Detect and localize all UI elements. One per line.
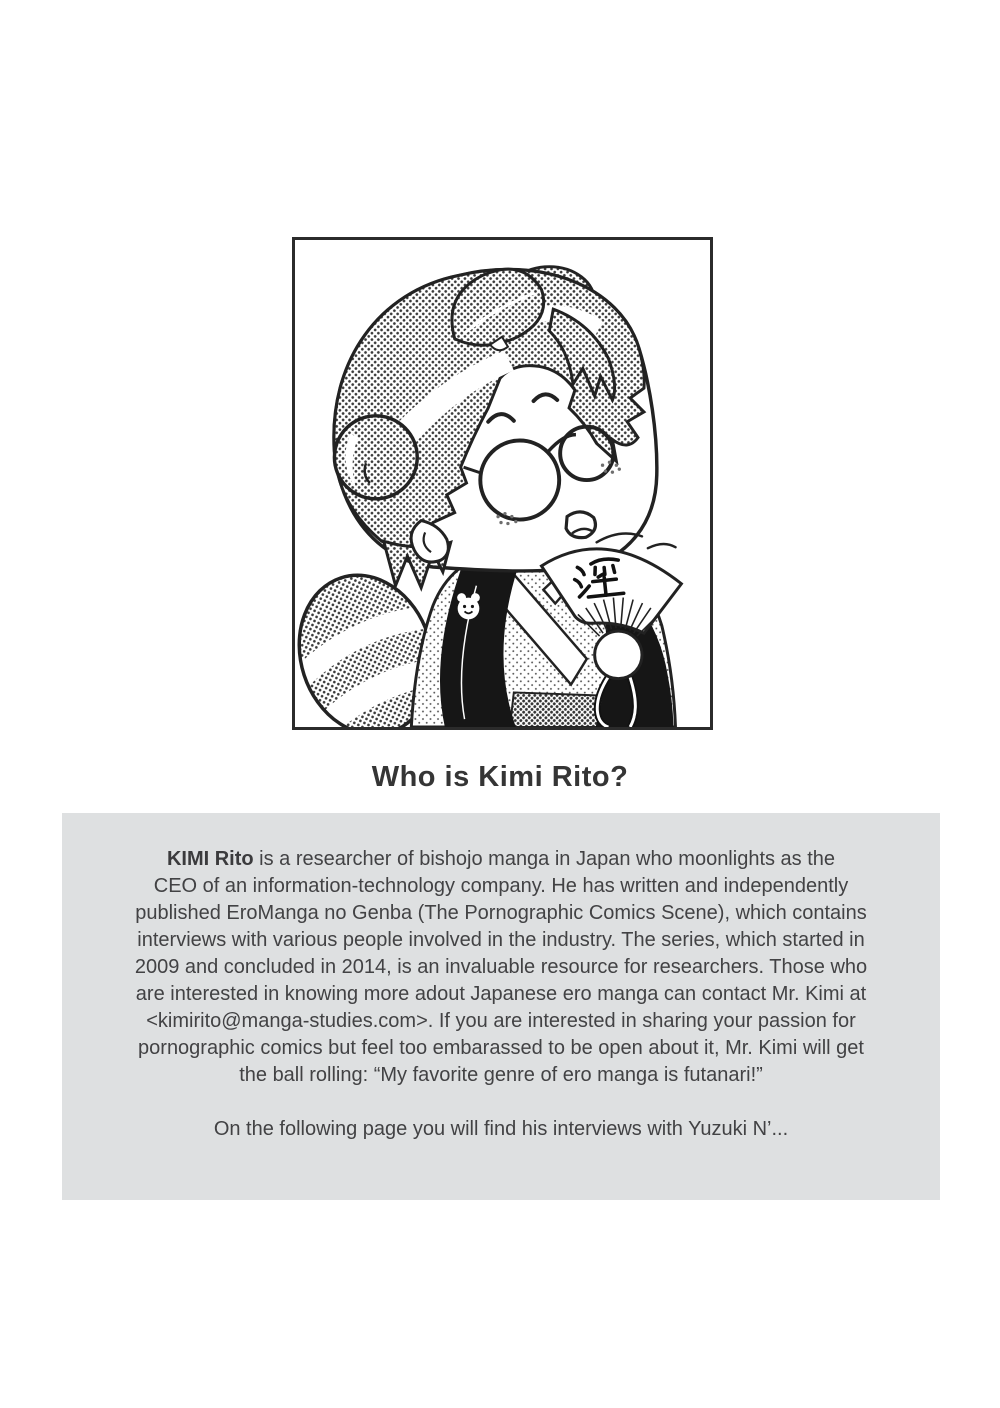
bio-line: the ball rolling: “My favorite genre of ero manga is futanari!” [239, 1064, 763, 1086]
bio-line: 2009 and concluded in 2014, is an invaluable resource for researchers. Those who [134, 956, 868, 978]
page-title: Who is Kimi Rito? [371, 761, 629, 793]
bio-line: CEO of an information-technology company. He has written and independently [153, 875, 849, 897]
bio-line [62, 846, 940, 873]
bio-line: pornographic comics but feel too embarassed to be open about it, Mr. Kimi will get [138, 1037, 864, 1059]
bio-line: are interested in knowing more adout Japanese ero manga can contact Mr. Kimi at [135, 983, 867, 1005]
kimi-rito-illustration [295, 240, 710, 727]
bio-line: <kimirito@manga-studies.com>. If you are interested in sharing your passion for [146, 1010, 856, 1032]
bio-box [62, 813, 940, 1200]
bio-line-text: is a researcher of bishojo manga in Japan who moonlights as the [253, 848, 836, 870]
bio-lead: KIMI Rito [166, 848, 254, 870]
bio-line: interviews with various people involved in the industry. The series, which started in [137, 929, 865, 951]
bio-footer: On the following page you will find his interviews with Yuzuki N’... [213, 1118, 789, 1140]
portrait-frame [292, 237, 713, 730]
bio-line: published EroManga no Genba (The Pornographic Comics Scene), which contains [135, 902, 867, 924]
tanuki-ear-icon [334, 416, 417, 499]
